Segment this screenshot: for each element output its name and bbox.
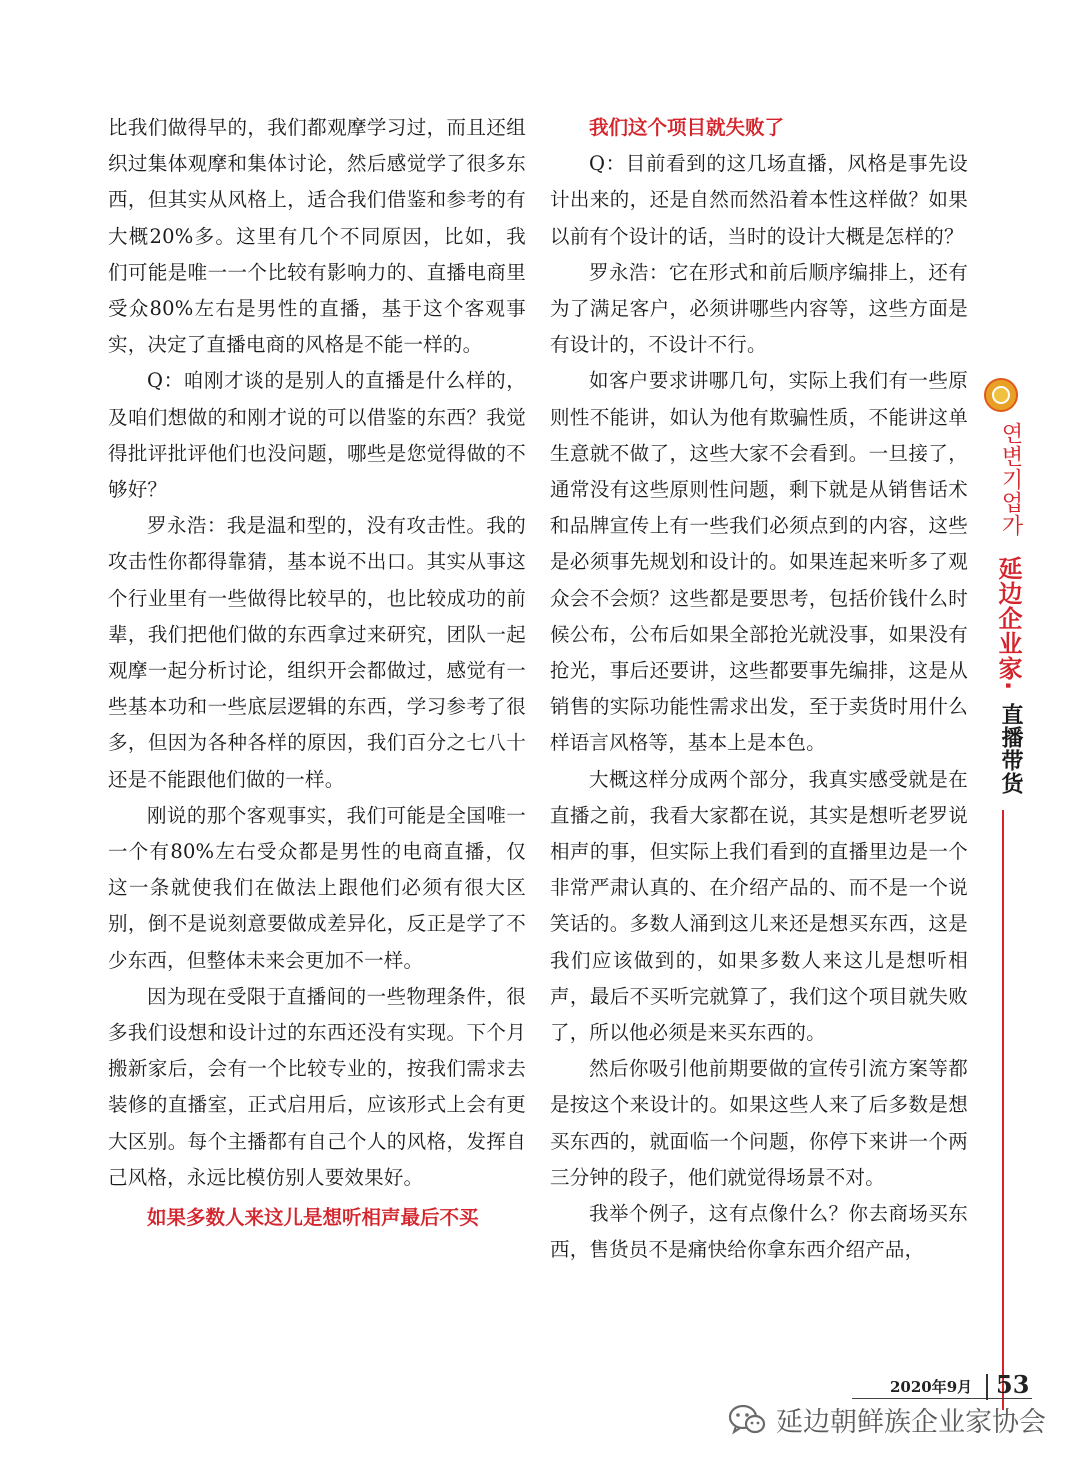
watermark-text: 延边朝鲜族企业家协会 — [776, 1407, 1046, 1438]
side-tab-section-title: 直播带货 — [998, 703, 1023, 795]
association-logo-icon — [984, 378, 1018, 412]
side-tab — [978, 368, 1028, 1408]
paragraph: 我举个例子，这有点像什么？你去商场买东西，售货员不是痛快给你拿东西介绍产品， — [550, 1202, 968, 1262]
paragraph: 大概这样分成两个部分，我真实感受就是在直播之前，我看大家都在说，其实是想听老罗说相声的事，但实际上我们看到的直播里边是一个非常严肃认真的、在介绍产品的、而不是一个说笑话的。多数人涌到这儿来还是想买东西，这是我们应该做到的，如果多数人来这儿是想听相声，最后不买听完就算了，我们这个项目就失败了，所以他必须是来买东西的。 — [550, 767, 968, 1045]
watermark — [728, 1400, 1046, 1439]
paragraph: 然后你吸引他前期要做的宣传引流方案等都是按这个来设计的。如果这些人来了后多数是想买东西的，就面临一个问题，你停下来讲一个两三分钟的段子，他们就觉得场景不对。 — [550, 1057, 968, 1189]
paragraph: Q：目前看到的这几场直播，风格是事先设计出来的，还是自然而然沿着本性这样做？如果以前有个设计的话，当时的设计大概是怎样的？ — [550, 152, 968, 248]
footer-separator — [986, 1374, 988, 1400]
side-tab-divider — [1002, 810, 1004, 1410]
paragraph: 如客户要求讲哪几句，实际上我们有一些原则性不能讲，如认为他有欺骗性质，不能讲这单生意就不做了，这些大家不会看到。一旦接了，通常没有这些原则性问题，剩下就是从销售话术和品牌宣传上有一些我们必须点到的内容，这些是必须事先规划和设计的。如果连起来听多了观众会不会烦？这些都是要思考，包括价钱什么时候公布，公布后如果全部抢光就没事，如果没有抢光，事后还要讲，这些都要事先编排，这是从销售的实际功能性需求出发，至于卖货时用什么样语言风格等，基本上是本色。 — [550, 369, 968, 755]
paragraph: Q：咱刚才谈的是别人的直播是什么样的，及咱们想做的和刚才说的可以借鉴的东西？我觉得批评批评他们也没问题，哪些是您觉得做的不够好？ — [108, 369, 526, 502]
paragraph: 因为现在受限于直播间的一些物理条件，很多我们设想和设计过的东西还没有实现。下个月搬新家后，会有一个比较专业的，按我们需求去装修的直播室，正式启用后，应该形式上会有更大区别。每个主播都有自己个人的风格，发挥自己风格，永远比模仿别人要效果好。 — [108, 984, 526, 1189]
footer-date: 2020年9月 — [890, 1378, 973, 1396]
paragraph: 比我们做得早的，我们都观摩学习过，而且还组织过集体观摩和集体讨论，然后感觉学了很多东西，但其实从风格上，适合我们借鉴和参考的有大概20%多。这里有几个不同原因，比如，我们可能是唯一一个比较有影响力的、直播电商里受众80%左右是男性的直播，基于这个客观事实，决定了直播电商的风格是不能一样的。 — [108, 116, 526, 357]
side-tab-chinese-title: 延边企业家· — [994, 556, 1022, 692]
page-number: 53 — [996, 1370, 1030, 1399]
paragraph: 罗永浩：我是温和型的，没有攻击性。我的攻击性你都得靠猜，基本说不出口。其实从事这个行业里有一些做得比较早的，也比较成功的前辈，我们把他们做的东西拿过来研究，团队一起观摩一起分析讨论，组织开会都做过，感觉有一些基本功和一些底层逻辑的东西，学习参考了很多，但因为各种各样的原因，我们百分之七八十还是不能跟他们做的一样。 — [108, 514, 526, 791]
left-column — [108, 110, 526, 1236]
side-tab-korean-title: 연변기업가 — [998, 422, 1023, 537]
paragraph: 刚说的那个客观事实，我们可能是全国唯一一个有80%左右受众都是男性的电商直播，仅这一条就使我们在做法上跟他们必须有很大区别，倒不是说刻意要做成差异化，反正是学了不少东西，但整体未来会更加不一样。 — [108, 803, 526, 972]
wechat-icon — [728, 1404, 766, 1436]
section-heading: 如果多数人来这儿是想听相声最后不买 — [147, 1206, 479, 1230]
paragraph: 罗永浩：它在形式和前后顺序编排上，还有为了满足客户，必须讲哪些内容等，这些方面是有设计的，不设计不行。 — [550, 260, 968, 357]
right-column — [550, 110, 968, 1269]
section-heading: 我们这个项目就失败了 — [589, 116, 785, 139]
